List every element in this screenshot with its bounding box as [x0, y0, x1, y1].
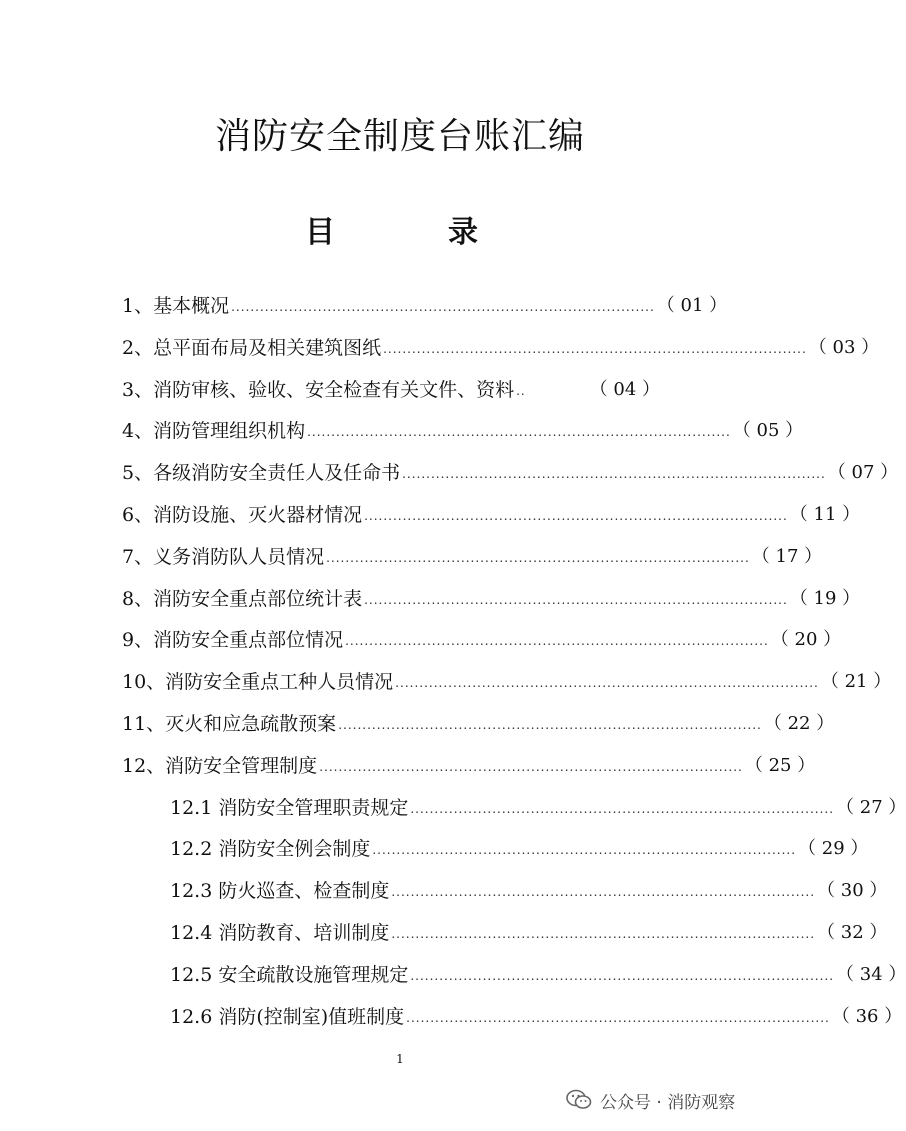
toc-entry: [122, 288, 728, 320]
toc-entry-leader: ........................................................................................: [364, 593, 788, 607]
toc-entry-page: （ 07 ）: [827, 462, 899, 483]
toc-entry-leader: ........................................................................................: [319, 760, 743, 774]
toc-entry: [122, 455, 899, 487]
toc-entry-leader: ........................................................................................: [391, 885, 816, 899]
toc-entry: [170, 831, 869, 863]
toc-entry: [122, 581, 861, 613]
toc-entry-leader: ........................................................................................: [345, 634, 769, 648]
document-title: 消防安全制度台账汇编: [214, 116, 585, 157]
wechat-icon: [566, 1089, 592, 1111]
toc-entry-label: 1、基本概况: [122, 294, 230, 317]
toc-entry: [122, 622, 842, 654]
toc-entry-label: 12.6 消防(控制室)值班制度: [170, 1005, 405, 1028]
toc-entry-leader: ........................................................................................: [326, 551, 750, 565]
toc-entry-page: （ 30 ）: [817, 880, 888, 901]
toc-entry-label: 12、消防安全管理制度: [122, 754, 318, 777]
toc-entry-leader: ........................................................................................: [307, 425, 731, 439]
toc-entry-page: （ 03 ）: [808, 337, 880, 358]
toc-entry-page: （ 01 ）: [656, 295, 728, 316]
toc-entry-label: 9、消防安全重点部位情况: [122, 628, 344, 651]
toc-entry-label: 12.4 消防教育、培训制度: [170, 921, 390, 944]
toc-entry-leader: ........................................................................................: [395, 676, 819, 690]
toc-entry-leader: ........................................................................................: [410, 802, 835, 816]
toc-entry-label: 2、总平面布局及相关建筑图纸: [122, 336, 382, 359]
toc-entry-page: （ 17 ）: [751, 546, 823, 567]
toc-entry: [122, 539, 823, 571]
toc-entry-label: 4、消防管理组织机构: [122, 419, 306, 442]
toc-entry: [122, 706, 835, 738]
toc-entry-label: 8、消防安全重点部位统计表: [122, 587, 363, 610]
watermark-text: 公众号 · 消防观察: [600, 1092, 736, 1113]
toc-entry-page: （ 29 ）: [798, 838, 869, 859]
toc-entry-page: （ 05 ）: [732, 420, 804, 441]
toc-entry: [122, 413, 804, 445]
toc-entry: [170, 999, 903, 1031]
toc-entry: [170, 873, 888, 905]
toc-entry-page: （ 19 ）: [789, 588, 861, 609]
toc-entry: [170, 790, 906, 822]
toc-entry: [170, 915, 888, 947]
toc-entry-label: 12.3 防火巡查、检查制度: [170, 879, 390, 902]
toc-entry-page: （ 22 ）: [763, 713, 835, 734]
toc-entry-label: 12.5 安全疏散设施管理规定: [170, 963, 409, 986]
watermark: [566, 1085, 735, 1115]
toc-entry-leader: ........................................................................................: [391, 927, 816, 941]
toc-entry-label: 5、各级消防安全责任人及任命书: [122, 461, 401, 484]
toc-entry-leader: ........................................................................................: [402, 467, 826, 481]
toc-entry-leader: ........................................................................................: [231, 300, 655, 314]
toc-entry-page: （ 32 ）: [817, 922, 888, 943]
toc-heading-char-1: 目: [305, 215, 335, 250]
toc-entry-leader: ..: [516, 384, 526, 398]
toc-entry: [122, 664, 892, 696]
toc-entry-label: 6、消防设施、灭火器材情况: [122, 503, 363, 526]
toc-entry: [122, 330, 880, 362]
toc-entry-leader: ........................................................................................: [364, 509, 788, 523]
toc-heading-char-2: 录: [448, 215, 478, 250]
page-number: 1: [396, 1052, 404, 1066]
toc-entry-page: （ 04 ）: [589, 379, 660, 400]
toc-entry-page: （ 25 ）: [744, 755, 816, 776]
toc-entry-leader: ........................................................................................: [338, 718, 762, 732]
toc-entry-leader: ........................................................................................: [383, 342, 807, 356]
toc-entry-leader: ........................................................................................: [372, 843, 797, 857]
toc-entry-label: 12.2 消防安全例会制度: [170, 837, 371, 860]
toc-entry-page: （ 34 ）: [836, 964, 906, 985]
toc-entry: [122, 372, 660, 404]
toc-entry: [170, 957, 906, 989]
toc-entry: [122, 497, 861, 529]
toc-entry-leader: ........................................................................................: [406, 1011, 830, 1025]
toc-entry-label: 7、义务消防队人员情况: [122, 545, 325, 568]
toc-heading: [0, 207, 800, 250]
toc-entry: [122, 748, 816, 780]
toc-entry-leader: ........................................................................................: [410, 969, 835, 983]
toc-entry-page: （ 11 ）: [789, 504, 861, 525]
toc-entry-label: 12.1 消防安全管理职责规定: [170, 796, 409, 819]
toc-entry-page: （ 21 ）: [820, 671, 892, 692]
toc-entry-label: 3、消防审核、验收、安全检查有关文件、资料: [122, 378, 515, 401]
toc-entry-page: （ 36 ）: [831, 1006, 903, 1027]
toc-entry-label: 11、灭火和应急疏散预案: [122, 712, 337, 735]
toc-entry-page: （ 20 ）: [770, 629, 842, 650]
toc-entry-page: （ 27 ）: [836, 797, 906, 818]
toc-entry-label: 10、消防安全重点工种人员情况: [122, 670, 394, 693]
